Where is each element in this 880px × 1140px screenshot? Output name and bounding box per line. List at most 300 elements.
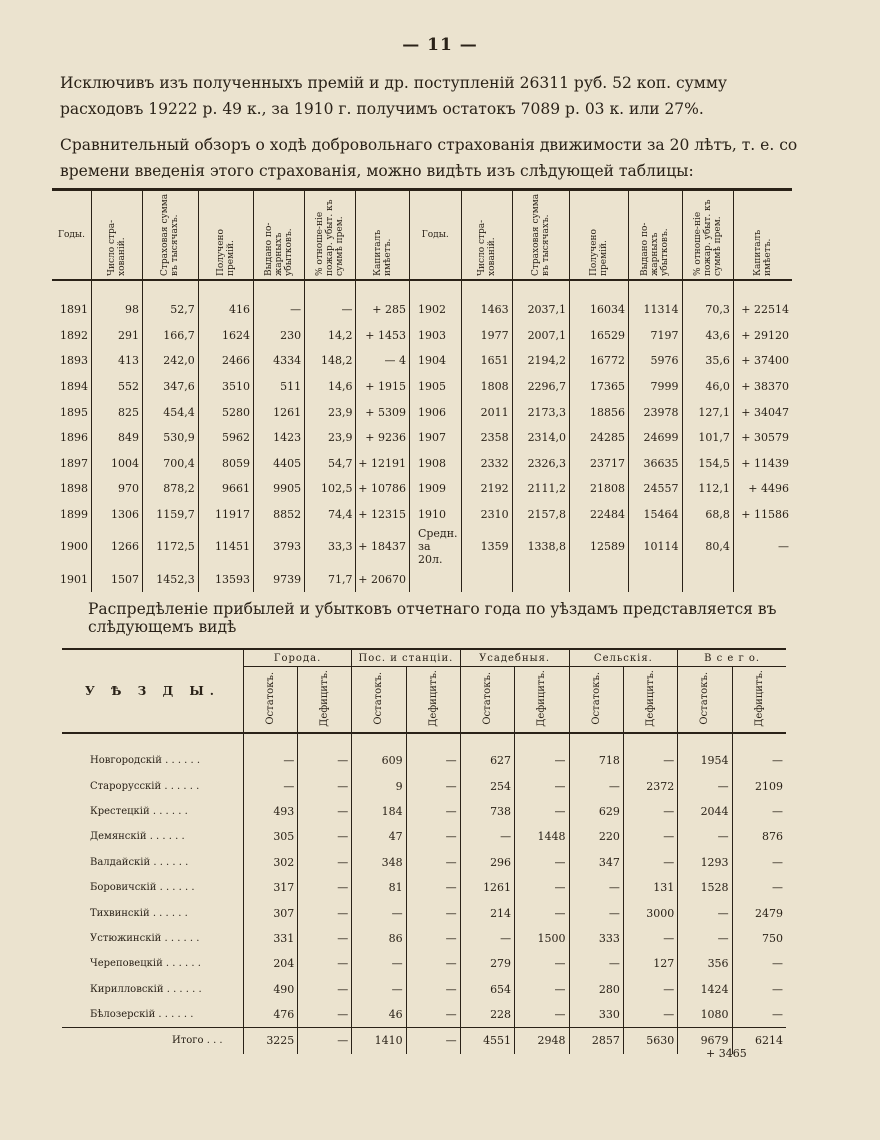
district-profit-table: [62, 648, 786, 1054]
table1-cell: 154,5: [682, 451, 733, 477]
table1-cell: + 30579: [741, 431, 789, 445]
table2-cell: 184: [352, 799, 406, 824]
table2-cell: 127: [623, 951, 677, 976]
table1-row: [52, 425, 792, 451]
table1-cell: 2358: [461, 425, 512, 451]
table1-cell: + 37400: [741, 354, 789, 368]
table1-cell: [512, 566, 569, 592]
table1-cell: 21808: [570, 476, 629, 502]
table2-cell: —: [623, 850, 677, 875]
table1-header-label: % отноше-ніе пожар. убыт. къ суммѣ прем.: [692, 199, 723, 276]
district-name: Старорусскій . . . . . .: [62, 773, 243, 798]
table2-cell: 1424: [678, 977, 732, 1002]
table1-cell: 1452,3: [143, 566, 199, 592]
table1-cell: 511: [254, 374, 305, 400]
table2-sub-label: Остатокъ.: [590, 671, 602, 725]
table1-cell: [682, 566, 733, 592]
table2-row: [62, 733, 786, 773]
table1-cell: 5280: [198, 399, 253, 425]
table2-cell: —: [298, 799, 352, 824]
table2-row: [62, 824, 786, 849]
table1-cell: 2332: [461, 451, 512, 477]
table2-cell: —: [678, 900, 732, 925]
district-name: Боровичскій . . . . . .: [62, 875, 243, 900]
table1-cell: 849: [92, 425, 143, 451]
table2-sub-label: Остатокъ.: [699, 671, 711, 725]
table1-cell: 1902: [409, 280, 461, 323]
table1-cell: + 18437: [356, 527, 410, 566]
table1-cell: 1905: [409, 374, 461, 400]
table1-row: [52, 451, 792, 477]
table1-cell: 1895: [52, 399, 92, 425]
table2-total-cell: —: [406, 1028, 460, 1054]
table1-header-cell: [198, 190, 253, 281]
table2-cell: —: [772, 754, 783, 768]
table2-sub-header: [298, 667, 352, 734]
table1-header-label: Число стра-хованій.: [107, 219, 128, 276]
table2-cell: 348: [352, 850, 406, 875]
table1-cell: 68,8: [682, 502, 733, 528]
table2-row: [62, 875, 786, 900]
table1-cell: 2326,3: [512, 451, 569, 477]
table1-cell: 13593: [198, 566, 253, 592]
table1-cell: 1898: [52, 476, 92, 502]
table2-cell: 627: [460, 733, 514, 773]
table1-header-label: Выдано по-жарныхъ убытковъ.: [264, 222, 295, 276]
table1-cell: [733, 566, 792, 592]
table2-sub-label: Остатокъ.: [265, 671, 277, 725]
table1-row: [52, 374, 792, 400]
table2-cell: —: [515, 1002, 569, 1028]
table2-cell: —: [406, 977, 460, 1002]
table1-cell: 102,5: [305, 476, 356, 502]
table2-cell: 356: [678, 951, 732, 976]
table2-total-cell: 2857: [569, 1028, 623, 1054]
table1-cell: 825: [92, 399, 143, 425]
table1-cell: 46,0: [682, 374, 733, 400]
table1-cell: 10114: [629, 527, 683, 566]
table2-cell: —: [298, 824, 352, 849]
table1-row: [52, 502, 792, 528]
table2-cell: —: [623, 977, 677, 1002]
table1-cell: 9905: [254, 476, 305, 502]
table1-cell: 11451: [198, 527, 253, 566]
table1-cell: 15464: [629, 502, 683, 528]
table2-total-cell: 2948: [515, 1028, 569, 1054]
table2-cell: —: [406, 875, 460, 900]
table2-cell: —: [515, 977, 569, 1002]
table2-cell: —: [298, 733, 352, 773]
table2-cell: 330: [569, 1002, 623, 1028]
table2-cell: 1293: [678, 850, 732, 875]
table1-cell: 11917: [198, 502, 253, 528]
table2-sub-header: [406, 667, 460, 734]
table1-cell: Средн. за 20л.: [409, 527, 461, 566]
table1-cell: + 38370: [741, 380, 789, 394]
table1-header-label: Выдано по-жарныхъ убытковъ.: [640, 222, 671, 276]
table2-sub-label: Дефицитъ.: [427, 669, 439, 727]
table1-cell: 24699: [629, 425, 683, 451]
table2-cell: 81: [352, 875, 406, 900]
district-name: Череповецкій . . . . . .: [62, 951, 243, 976]
table1-cell: 23717: [570, 451, 629, 477]
table2-cell: 1528: [678, 875, 732, 900]
table1-cell: 2111,2: [512, 476, 569, 502]
table1-header-label: % отноше-ніе пожар. убыт. къ суммѣ прем.: [315, 199, 346, 276]
table2-row: [62, 926, 786, 951]
table2-group-header: Пос. и станціи.: [352, 649, 460, 667]
table2-sub-label: Дефицитъ.: [645, 669, 657, 727]
table1-cell: + 29120: [741, 328, 789, 342]
table1-header-label: Страховая сумма въ тысячахъ.: [530, 193, 551, 276]
table2-cell: —: [406, 824, 460, 849]
table1-header-label: Получено премій.: [589, 229, 610, 276]
table2-cell: —: [298, 850, 352, 875]
total-balance: + 3465: [706, 1047, 747, 1060]
table2-cell: —: [298, 875, 352, 900]
table2-cell: —: [298, 773, 352, 798]
table1-header-cell: [629, 190, 683, 281]
district-name: Кирилловскій . . . . . .: [62, 977, 243, 1002]
table2-cell: 347: [569, 850, 623, 875]
table2-cell: —: [352, 900, 406, 925]
insurance-20-year-table: [52, 188, 792, 592]
table1-header-label: Годы.: [58, 230, 85, 240]
table1-cell: + 5309: [356, 399, 410, 425]
table1-cell: 1306: [92, 502, 143, 528]
table2-cell: —: [298, 951, 352, 976]
district-name: Крестецкій . . . . . .: [62, 799, 243, 824]
table1-cell: 12589: [570, 527, 629, 566]
table1-cell: 24557: [629, 476, 683, 502]
table2-sub-header: [460, 667, 514, 734]
table1-cell: 71,7: [305, 566, 356, 592]
table2-cell: —: [406, 951, 460, 976]
table1-cell: 35,6: [682, 348, 733, 374]
table1-cell: 112,1: [682, 476, 733, 502]
table1-cell: + 11439: [741, 456, 789, 470]
table1-cell: 14,6: [305, 374, 356, 400]
table2-cell: —: [772, 1008, 783, 1022]
table1-header-label: Число стра-хованій.: [476, 219, 497, 276]
table1-cell: —: [778, 540, 789, 554]
table1-cell: 1903: [409, 323, 461, 349]
table2-cell: 609: [352, 733, 406, 773]
table2-sub-label: Остатокъ.: [373, 671, 385, 725]
table1-cell: + 1453: [356, 323, 410, 349]
table1-cell: 1808: [461, 374, 512, 400]
table1-cell: 1899: [52, 502, 92, 528]
table1-cell: 3510: [198, 374, 253, 400]
table2-cell: 3000: [623, 900, 677, 925]
table2-cell: 228: [460, 1002, 514, 1028]
table1-cell: 1901: [52, 566, 92, 592]
table2-row: [62, 900, 786, 925]
table1-cell: 1651: [461, 348, 512, 374]
table2-cell: 738: [460, 799, 514, 824]
table1-cell: 1261: [254, 399, 305, 425]
table2-cell: —: [298, 977, 352, 1002]
table1-cell: 230: [254, 323, 305, 349]
table1-cell: 1159,7: [143, 502, 199, 528]
table2-row: [62, 799, 786, 824]
table2-group-header: Сельскія.: [569, 649, 678, 667]
table2-cell: 214: [460, 900, 514, 925]
district-name: Валдайскій . . . . . .: [62, 850, 243, 875]
table1-header-label: Капиталъ имѣетъ.: [752, 229, 773, 276]
table1-cell: 454,4: [143, 399, 199, 425]
table2-cell: 2109: [755, 779, 783, 793]
table2-row: [62, 850, 786, 875]
table2-sub-header: [678, 667, 732, 734]
table2-cell: 9: [352, 773, 406, 798]
table1-cell: 52,7: [143, 280, 199, 323]
table1-header-cell: [92, 190, 143, 281]
table2-cell: —: [352, 951, 406, 976]
table2-sub-label: Дефицитъ.: [753, 669, 765, 727]
table2-cell: —: [406, 733, 460, 773]
table2-sub-header: [515, 667, 569, 734]
table2-cell: —: [460, 824, 514, 849]
table2-sub-label: Остатокъ.: [481, 671, 493, 725]
table1-cell: 416: [198, 280, 253, 323]
table1-cell: [629, 566, 683, 592]
table2-cell: —: [298, 1002, 352, 1028]
table1-cell: 16529: [570, 323, 629, 349]
table1-cell: 5976: [629, 348, 683, 374]
table1-header-cell: [682, 190, 733, 281]
table2-cell: 2372: [623, 773, 677, 798]
table2-total-cell: 5630: [623, 1028, 677, 1054]
table2-group-header: Усадебныя.: [460, 649, 569, 667]
table1-header-cell: [409, 190, 461, 281]
table1-cell: 291: [92, 323, 143, 349]
table1-cell: + 34047: [741, 405, 789, 419]
table1-cell: + 12315: [356, 502, 410, 528]
table2-sub-label: Дефицитъ.: [319, 669, 331, 727]
table2-total-row: [62, 1028, 786, 1054]
table2-cell: —: [678, 926, 732, 951]
table1-cell: 18856: [570, 399, 629, 425]
table1-cell: 552: [92, 374, 143, 400]
table2-cell: 629: [569, 799, 623, 824]
table1-cell: 4405: [254, 451, 305, 477]
table2-cell: —: [772, 881, 783, 895]
table1-cell: 700,4: [143, 451, 199, 477]
table1-cell: 5962: [198, 425, 253, 451]
table2-cell: —: [515, 850, 569, 875]
table2-cell: —: [623, 824, 677, 849]
table2-cell: —: [406, 900, 460, 925]
column-title-uezdy: У Ѣ З Д Ы.: [62, 649, 243, 733]
table1-cell: 1463: [461, 280, 512, 323]
table1-cell: 1906: [409, 399, 461, 425]
table2-cell: —: [243, 733, 297, 773]
table2-total-cell: 3225: [243, 1028, 297, 1054]
table2-cell: 131: [623, 875, 677, 900]
table2-row: [62, 773, 786, 798]
table1-header-label: Получено премій.: [215, 229, 236, 276]
table1-cell: 23,9: [305, 425, 356, 451]
table2-cell: —: [623, 926, 677, 951]
district-name: Бѣлозерскій . . . . . .: [62, 1002, 243, 1028]
table2-cell: —: [772, 855, 783, 869]
table2-cell: 317: [243, 875, 297, 900]
table1-cell: 2194,2: [512, 348, 569, 374]
district-name: Тихвинскій . . . . . .: [62, 900, 243, 925]
table1-cell: 2007,1: [512, 323, 569, 349]
table1-cell: + 20670: [356, 566, 410, 592]
table2-cell: 280: [569, 977, 623, 1002]
table1-cell: 74,4: [305, 502, 356, 528]
table1-cell: 1507: [92, 566, 143, 592]
table1-cell: 36635: [629, 451, 683, 477]
table1-cell: 1359: [461, 527, 512, 566]
table1-cell: 2157,8: [512, 502, 569, 528]
table2-total-cell: 1410: [352, 1028, 406, 1054]
table1-cell: 11314: [629, 280, 683, 323]
table2-cell: —: [515, 875, 569, 900]
table2-cell: 86: [352, 926, 406, 951]
table2-cell: 2044: [678, 799, 732, 824]
district-name: Демянскій . . . . . .: [62, 824, 243, 849]
table1-cell: 347,6: [143, 374, 199, 400]
table1-header-cell: [143, 190, 199, 281]
table2-cell: 490: [243, 977, 297, 1002]
table1-cell: 1896: [52, 425, 92, 451]
table2-cell: —: [623, 1002, 677, 1028]
table2-sub-header: [243, 667, 297, 734]
table1-header-label: Страховая сумма въ тысячахъ.: [160, 193, 181, 276]
table1-cell: 16034: [570, 280, 629, 323]
table2-row: [62, 1002, 786, 1028]
table2-cell: 302: [243, 850, 297, 875]
table2-total-cell: 4551: [460, 1028, 514, 1054]
table1-header-cell: [461, 190, 512, 281]
table2-total-cell: —: [298, 1028, 352, 1054]
table1-cell: 1900: [52, 527, 92, 566]
table2-cell: 296: [460, 850, 514, 875]
table2-cell: 279: [460, 951, 514, 976]
table2-cell: —: [406, 773, 460, 798]
table1-header-label: Капиталъ имѣетъ.: [372, 229, 393, 276]
table1-header-cell: [570, 190, 629, 281]
table2-cell: —: [678, 824, 732, 849]
table1-header-cell: [305, 190, 356, 281]
table1-cell: + 11586: [741, 508, 789, 522]
table2-sub-header: [569, 667, 623, 734]
table2-cell: —: [515, 900, 569, 925]
table1-cell: 7197: [629, 323, 683, 349]
table2-group-header: Города.: [243, 649, 351, 667]
table1-cell: [570, 566, 629, 592]
table1-cell: 2192: [461, 476, 512, 502]
table1-cell: 1624: [198, 323, 253, 349]
table2-cell: 331: [243, 926, 297, 951]
table2-cell: —: [298, 926, 352, 951]
table2-total-cell: 9679: [678, 1028, 732, 1054]
table1-cell: 3793: [254, 527, 305, 566]
table2-row: [62, 951, 786, 976]
table1-cell: + 22514: [741, 303, 789, 317]
table2-cell: 307: [243, 900, 297, 925]
table2-cell: —: [623, 799, 677, 824]
table2-cell: 2479: [755, 906, 783, 920]
table1-cell: 2173,3: [512, 399, 569, 425]
table2-cell: 654: [460, 977, 514, 1002]
table1-cell: 1909: [409, 476, 461, 502]
table1-cell: 1004: [92, 451, 143, 477]
table1-cell: 1338,8: [512, 527, 569, 566]
table1-cell: 148,2: [305, 348, 356, 374]
table1-cell: 1172,5: [143, 527, 199, 566]
table1-row: [52, 476, 792, 502]
table1-row: [52, 566, 792, 592]
table2-cell: —: [515, 733, 569, 773]
table2-total-cell: 6214: [732, 1028, 786, 1054]
table1-cell: 17365: [570, 374, 629, 400]
table2-cell: 305: [243, 824, 297, 849]
table2-total-cell: Итого . . .: [62, 1028, 243, 1054]
table1-cell: 98: [92, 280, 143, 323]
table1-cell: 530,9: [143, 425, 199, 451]
table1-cell: 2466: [198, 348, 253, 374]
table1-cell: 101,7: [682, 425, 733, 451]
table2-cell: —: [569, 951, 623, 976]
table2-cell: —: [772, 957, 783, 971]
table2-cell: 876: [762, 830, 783, 844]
table2-sub-header: [732, 667, 786, 734]
table2-cell: 493: [243, 799, 297, 824]
table1-cell: 1894: [52, 374, 92, 400]
table2-cell: —: [772, 982, 783, 996]
table2-cell: 46: [352, 1002, 406, 1028]
table2-sub-header: [352, 667, 406, 734]
table1-cell: 2037,1: [512, 280, 569, 323]
table1-cell: 970: [92, 476, 143, 502]
table1-cell: + 285: [356, 280, 410, 323]
table1-cell: 22484: [570, 502, 629, 528]
table1-cell: 23978: [629, 399, 683, 425]
paragraph-expenses: Исключивъ изъ полученныхъ премій и др. поступленій 26311 руб. 52 коп. сумму расходовъ 19222 р. 49 к., за 1910 г. получимъ остатокъ 7089 р. 03 к. или 27%.: [60, 74, 728, 118]
table1-cell: 1891: [52, 280, 92, 323]
table1-cell: —: [305, 280, 356, 323]
table2-cell: —: [406, 1002, 460, 1028]
table1-header-cell: [733, 190, 792, 281]
table1-header-label: Годы.: [421, 230, 449, 240]
table1-cell: 242,0: [143, 348, 199, 374]
table2-cell: —: [298, 900, 352, 925]
table2-cell: 47: [352, 824, 406, 849]
table1-cell: 14,2: [305, 323, 356, 349]
table1-cell: 1907: [409, 425, 461, 451]
table1-row: [52, 323, 792, 349]
table1-cell: — 4: [356, 348, 410, 374]
table1-cell: [409, 566, 461, 592]
table1-header-cell: [512, 190, 569, 281]
table1-cell: 9661: [198, 476, 253, 502]
table1-row: [52, 399, 792, 425]
table2-cell: 220: [569, 824, 623, 849]
table2-cell: 1954: [678, 733, 732, 773]
table1-cell: 2011: [461, 399, 512, 425]
district-name: Устюжинскій . . . . . .: [62, 926, 243, 951]
table2-cell: —: [515, 799, 569, 824]
table2-cell: 1500: [515, 926, 569, 951]
table1-cell: 1908: [409, 451, 461, 477]
table1-cell: 2296,7: [512, 374, 569, 400]
paragraph-overview: Сравнительный обзоръ о ходѣ добровольнаго страхованія движимости за 20 лѣтъ, т. е. со времени введенія этого страхованія, можно видѣть изъ слѣдующей таблицы:: [60, 136, 798, 180]
